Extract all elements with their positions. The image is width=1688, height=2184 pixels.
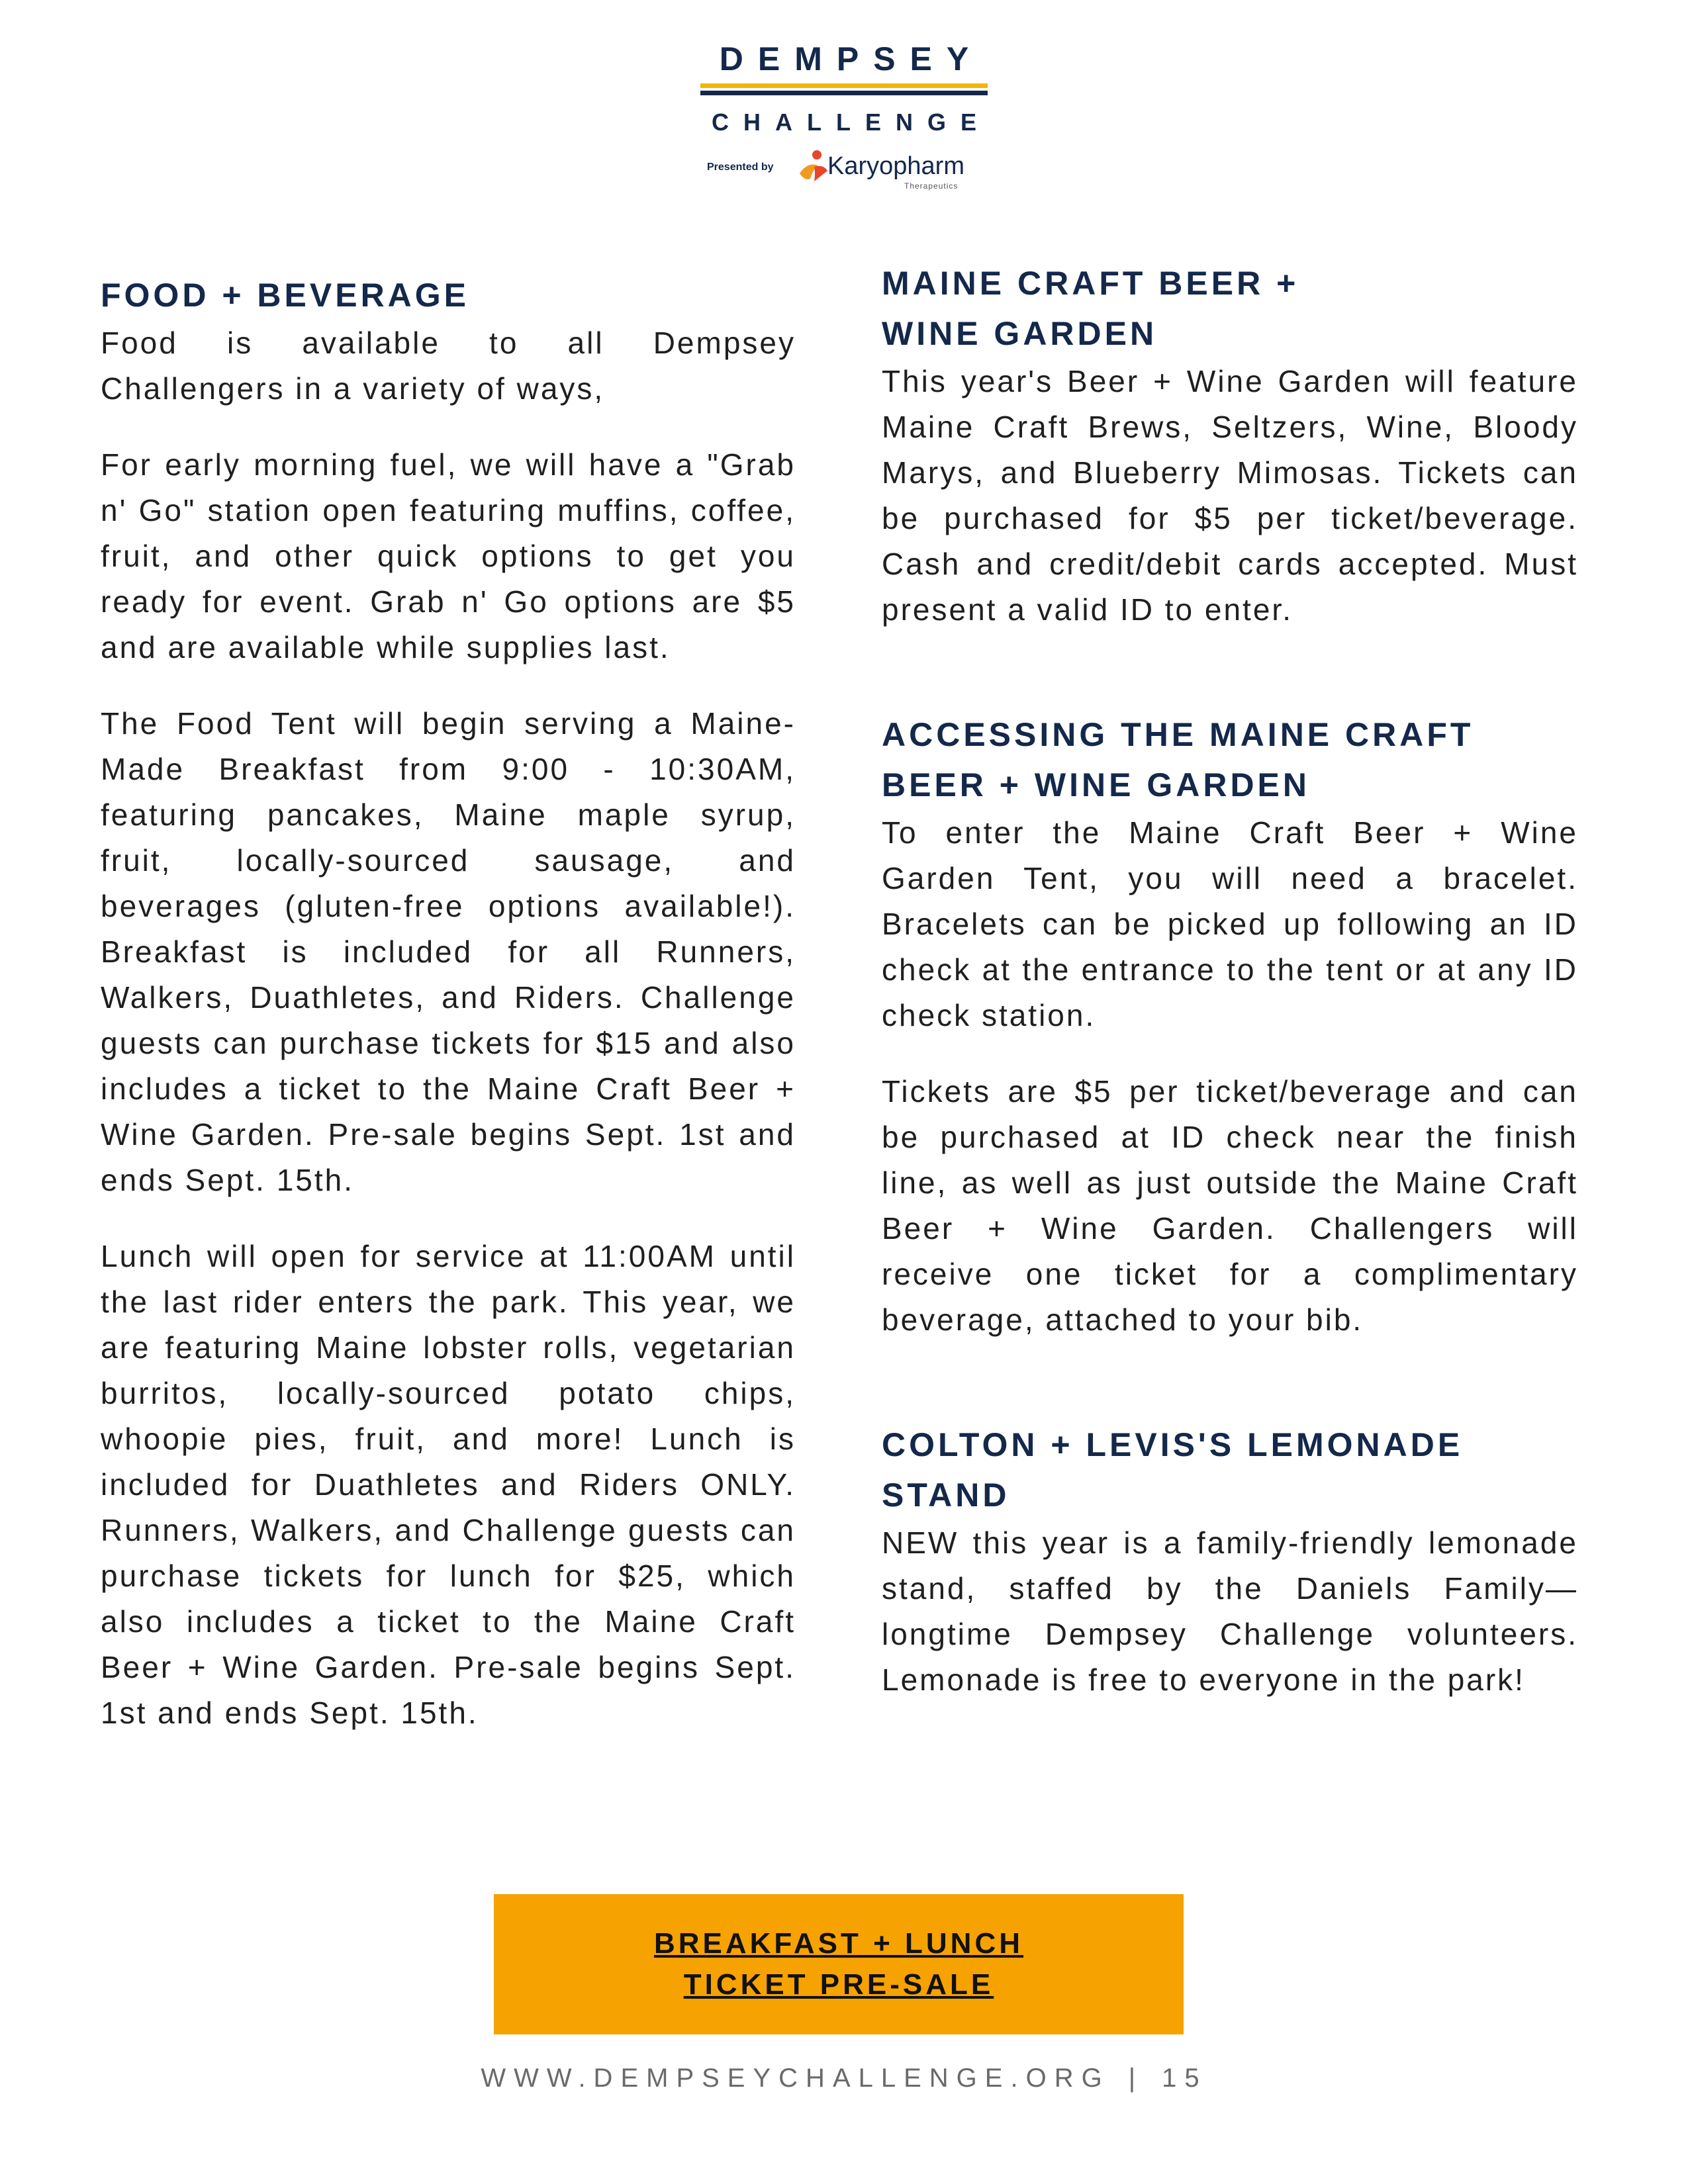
logo-word-challenge: CHALLENGE [712,109,991,136]
accessing-garden-heading-line2: BEER + WINE GARDEN [882,766,1311,803]
food-beverage-heading: FOOD + BEVERAGE [101,277,470,314]
food-intro-paragraph: Food is available to all Dempsey Challengers in a variety of ways, [101,326,796,406]
beer-garden-heading-line1: MAINE CRAFT BEER + [882,265,1299,302]
logo-navy-stripe [700,91,988,95]
beer-garden-paragraph: This year's Beer + Wine Garden will feature Maine Craft Brews, Seltzers, Wine, Bloody Marys, and Blueberry Mimosas. Tickets can be purchased for $5 per ticket/beverage. Cash and credit/debit cards accepted. Must present a valid ID to enter. [882,364,1578,627]
ticket-presale-button[interactable] [494,1894,1184,2034]
logo-word-dempsey: DEMPSEY [719,40,984,77]
presented-by-text: Presented by [707,161,774,173]
grab-n-go-paragraph: For early morning fuel, we will have a "Grab n' Go" station open featuring muffins, coffee, fruit, and other quick options to get you ready for event. Grab n' Go options are $5 and are available while supplies last. [101,447,796,664]
lemonade-stand-heading [882,1420,1578,1520]
ticket-presale-button-line2[interactable]: TICKET PRE-SALE [683,1968,994,2001]
logo-gold-stripe [700,83,988,88]
footer-url[interactable]: WWW.DEMPSEYCHALLENGE.ORG [481,2064,1110,2093]
lemonade-stand-heading-line1: COLTON + LEVIS'S LEMONADE [882,1426,1464,1463]
sponsor-subtitle: Therapeutics [904,181,959,191]
breakfast-paragraph: The Food Tent will begin serving a Maine-Made Breakfast from 9:00 - 10:30AM, featuring pancakes, Maine maple syrup, fruit, locally-sourced sausage, and beverages (gluten-free options available!). Breakfast is included for all Runners, Walkers, Duathletes, and Riders. Challenge guests can purchase tickets for $15 and also includes a ticket to the Maine Craft Beer + Wine Garden. Pre-sale begins Sept. 1st and ends Sept. 15th. [101,706,796,1197]
beer-wine-column [882,258,1578,1703]
sponsor-lockup [702,143,993,189]
footer-separator: | [1128,2064,1144,2093]
lemonade-stand-heading-line2: STAND [882,1477,1010,1514]
bracelet-paragraph: To enter the Maine Craft Beer + Wine Garden Tent, you will need a bracelet. Bracelets can be picked up following an ID check at the entrance to the tent or at any ID check station. [882,815,1578,1032]
tickets-paragraph: Tickets are $5 per ticket/beverage and can be purchased at ID check near the finish line, as well as just outside the Maine Craft Beer + Wine Garden. Challengers will receive one ticket for a complimentary beverage, attached to your bib. [882,1074,1578,1337]
beer-garden-heading-line2: WINE GARDEN [882,315,1158,352]
ticket-presale-button-line1[interactable]: BREAKFAST + LUNCH [653,1927,1024,1960]
logo-stripes [700,83,988,98]
sponsor-name: Karyopharm [827,152,964,180]
accessing-garden-heading-line1: ACCESSING THE MAINE CRAFT [882,716,1474,753]
dempsey-challenge-logo [0,40,1688,199]
beer-garden-heading [882,258,1578,359]
page-footer [0,2064,1688,2093]
page-number: 15 [1162,2064,1207,2093]
accessing-garden-heading [882,709,1578,810]
lunch-paragraph: Lunch will open for service at 11:00AM until the last rider enters the park. This year, we are featuring Maine lobster rolls, vegetarian burritos, locally-sourced potato chips, whoopie pies, fruit, and more! Lunch is included for Duathletes and Riders ONLY. Runners, Walkers, and Challenge guests can purchase tickets for lunch for $25, which also includes a ticket to the Maine Craft Beer + Wine Garden. Pre-sale begins Sept. 1st and ends Sept. 15th. [101,1239,796,1730]
food-beverage-column [101,270,796,1736]
lemonade-stand-paragraph: NEW this year is a family-friendly lemonade stand, staffed by the Daniels Family—longtime Dempsey Challenge volunteers. Lemonade is free to everyone in the park! [882,1525,1578,1697]
